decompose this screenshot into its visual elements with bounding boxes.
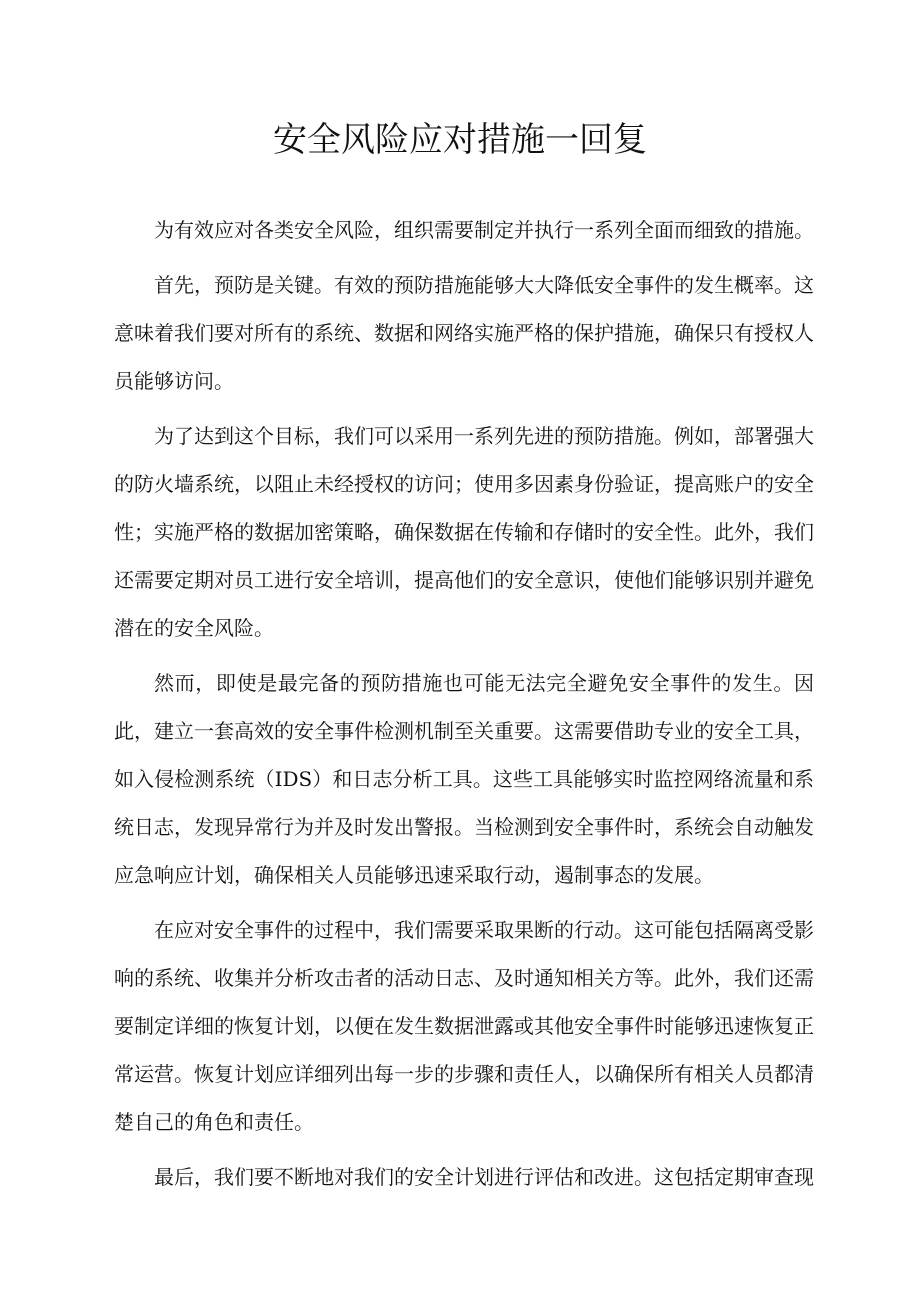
document-body bbox=[114, 206, 814, 1208]
paragraph-intro: 为有效应对各类安全风险，组织需要制定并执行一系列全面而细致的措施。 bbox=[154, 218, 814, 242]
paragraph-prevention: 首先，预防是关键。有效的预防措施能够大大降低安全事件的发生概率。这意味着我们要对所有的系统、数据和网络实施严格的保护措施，确保只有授权人员能够访问。 bbox=[114, 273, 814, 393]
document-title: 安全风险应对措施一回复 bbox=[273, 120, 647, 160]
paragraph-detection: 然而，即使是最完备的预防措施也可能无法完全避免安全事件的发生。因此，建立一套高效的安全事件检测机制至关重要。这需要借助专业的安全工具，如入侵检测系统（IDS）和日志分析工具。这些工具能够实时监控网络流量和系统日志，发现异常行为并及时发出警报。当检测到安全事件时，系统会自动触发应急响应计划，确保相关人员能够迅速采取行动，遏制事态的发展。 bbox=[114, 671, 814, 887]
paragraph-prevention-measures: 为了达到这个目标，我们可以采用一系列先进的预防措施。例如，部署强大的防火墙系统，以阻止未经授权的访问；使用多因素身份验证，提高账户的安全性；实施严格的数据加密策略，确保数据在传输和存储时的安全性。此外，我们还需要定期对员工进行安全培训，提高他们的安全意识，使他们能够识别并避免潜在的安全风险。 bbox=[114, 424, 814, 640]
paragraph-improvement: 最后，我们要不断地对我们的安全计划进行评估和改进。这包括定期审查现 bbox=[154, 1165, 814, 1189]
paragraph-response: 在应对安全事件的过程中，我们需要采取果断的行动。这可能包括隔离受影响的系统、收集并分析攻击者的活动日志、及时通知相关方等。此外，我们还需要制定详细的恢复计划，以便在发生数据泄露或其他安全事件时能够迅速恢复正常运营。恢复计划应详细列出每一步的步骤和责任人，以确保所有相关人员都清楚自己的角色和责任。 bbox=[114, 918, 814, 1134]
